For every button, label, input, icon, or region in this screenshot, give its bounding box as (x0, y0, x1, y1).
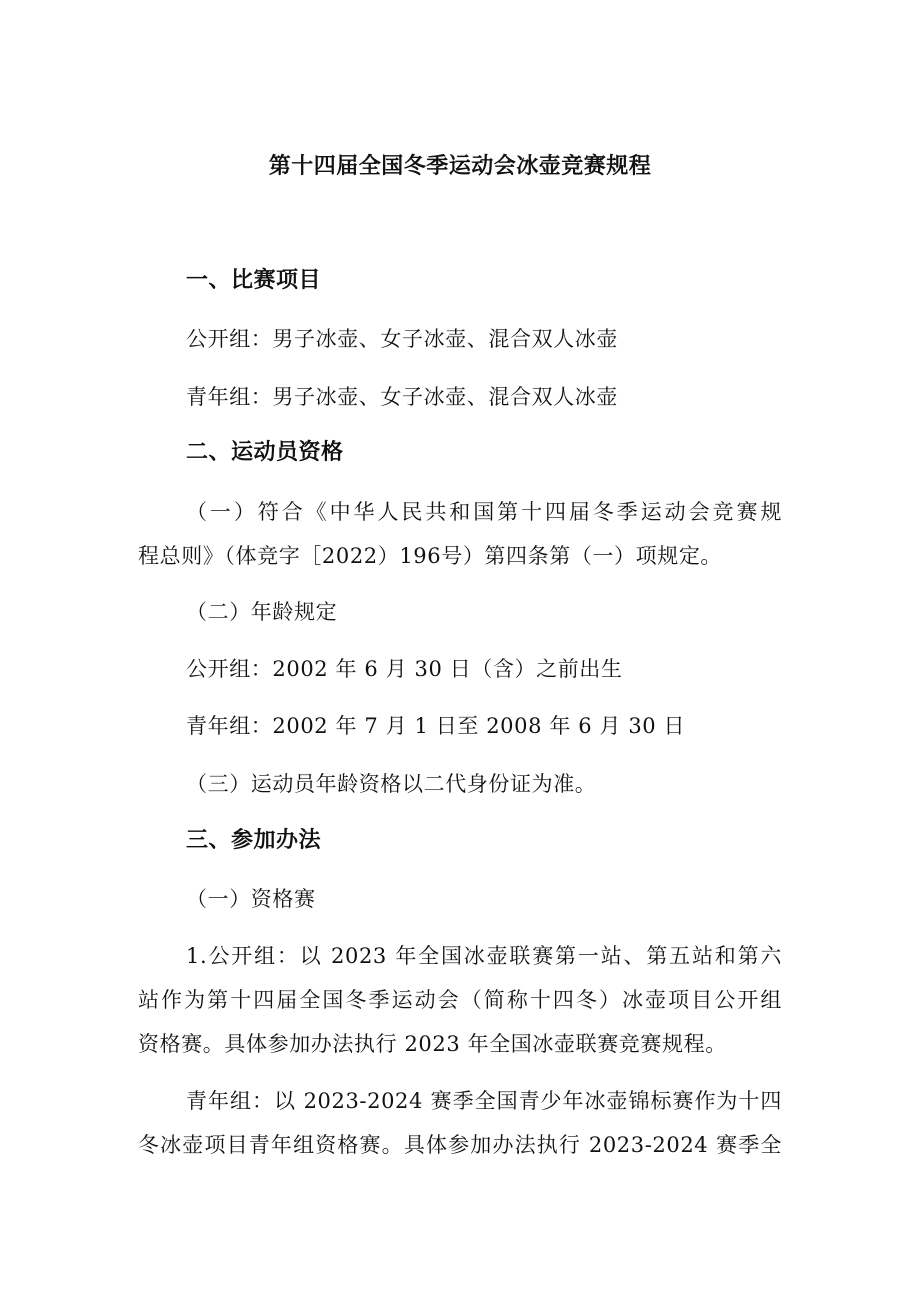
eligibility-item-1-line-2: 程总则》（体竞字［2022）196号）第四条第（一）项规定。 (138, 544, 723, 568)
paragraph-2-line-2: 冬冰壶项目青年组资格赛。具体参加办法执行 2023-2024 赛季全 (138, 1133, 782, 1157)
paragraph-1-line-2: 站作为第十四届全国冬季运动会（简称十四冬）冰壶项目公开组 (138, 988, 782, 1012)
participation-sub-1: （一）资格赛 (186, 887, 316, 911)
eligibility-item-1-line-1: （一）符合《中华人民共和国第十四届冬季运动会竞赛规 (186, 500, 782, 524)
paragraph-2-line-1: 青年组：以 2023-2024 赛季全国青少年冰壶锦标赛作为十四 (186, 1089, 782, 1113)
paragraph-1-line-3: 资格赛。具体参加办法执行 2023 年全国冰壶联赛竞赛规程。 (138, 1032, 727, 1056)
eligibility-item-2: （二）年龄规定 (186, 600, 338, 624)
youth-group-age: 青年组：2002 年 7 月 1 日至 2008 年 6 月 30 日 (186, 714, 686, 738)
section-heading-eligibility: 二、运动员资格 (186, 440, 344, 465)
section-heading-participation: 三、参加办法 (186, 828, 322, 853)
eligibility-item-3: （三）运动员年龄资格以二代身份证为准。 (186, 772, 597, 796)
document-title: 第十四届全国冬季运动会冰壶竞赛规程 (268, 154, 652, 179)
open-group-age: 公开组：2002 年 6 月 30 日（含）之前出生 (186, 657, 623, 681)
section-heading-events: 一、比赛项目 (186, 268, 322, 293)
paragraph-1-line-1: 1.公开组：以 2023 年全国冰壶联赛第一站、第五站和第六 (186, 944, 782, 968)
youth-group-events: 青年组：男子冰壶、女子冰壶、混合双人冰壶 (186, 385, 618, 409)
open-group-events: 公开组：男子冰壶、女子冰壶、混合双人冰壶 (186, 327, 618, 351)
